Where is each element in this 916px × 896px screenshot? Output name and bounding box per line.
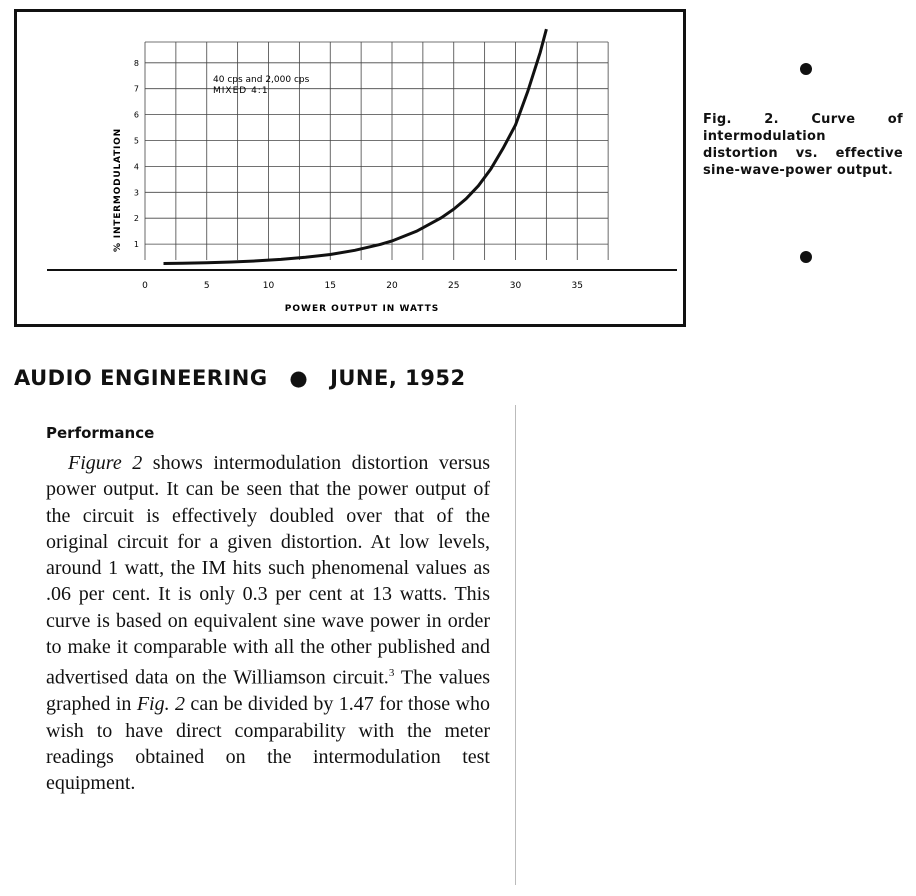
section-heading: Performance [46,424,155,442]
figure-reference: Fig. 2 [136,693,186,716]
bullet-dot-top [800,63,812,75]
column-divider [515,405,516,885]
y-tick-label: 1 [133,240,139,250]
y-tick-label: 8 [133,58,139,68]
y-tick-label: 2 [133,214,139,224]
x-tick-label: 15 [324,281,336,291]
footnote-marker: 3 [388,667,395,680]
y-tick-label: 3 [133,188,139,198]
bullet-dot-bottom [800,251,812,263]
intermodulation-chart [17,12,689,330]
x-tick-label: 25 [448,281,460,291]
masthead [14,366,466,390]
figure-box [14,9,686,327]
x-tick-label: 10 [262,281,275,291]
paragraph-text: shows intermodulation distortion versus power output. It can be seen that the power output of the circuit is effectively doubled over that of the original circuit for a given distortion. At low levels, around 1 watt, the IM hits such phenomenal values as .06 per cent. It is only 0.3 per cent at 13 watts. This curve is based on equivalent sine wave power in order to make it comparable with all the other published and advertised data on the Williamson circuit. [46,452,490,690]
y-axis-label: % INTERMODULATION [113,128,123,252]
x-tick-labels [142,281,583,291]
x-axis-label: POWER OUTPUT IN WATTS [284,304,440,314]
y-tick-labels [134,59,139,249]
x-tick-label: 0 [142,281,148,291]
series-curve [164,29,547,263]
masthead-publication: AUDIO ENGINEERING [14,366,268,390]
masthead-date: JUNE, 1952 [330,366,466,390]
y-tick-label: 5 [133,136,139,146]
article-paragraph [46,450,490,797]
paragraph-text: The values graphed in [46,667,490,716]
annotation-line1: 40 cps and 2,000 cps [213,75,310,85]
x-tick-label: 20 [386,281,398,291]
x-tick-label: 30 [509,281,522,291]
y-tick-label: 4 [133,162,139,172]
figure-reference: Figure 2 [68,452,143,474]
paragraph-text: can be divided by 1.47 for those who wish to have direct comparability with the meter readings obtained on the intermodulation test equipment. [46,693,490,795]
x-tick-label: 5 [203,281,210,291]
y-tick-label: 6 [133,110,139,120]
x-tick-label: 35 [571,281,583,291]
figure-caption: Fig. 2. Curve of intermodulation distortion vs. effective sine-wave-power output. [703,112,903,178]
y-tick-label: 7 [133,84,139,94]
bullet-separator: ● [289,366,309,390]
annotation-line2: MIXED 4:1 [213,86,269,96]
